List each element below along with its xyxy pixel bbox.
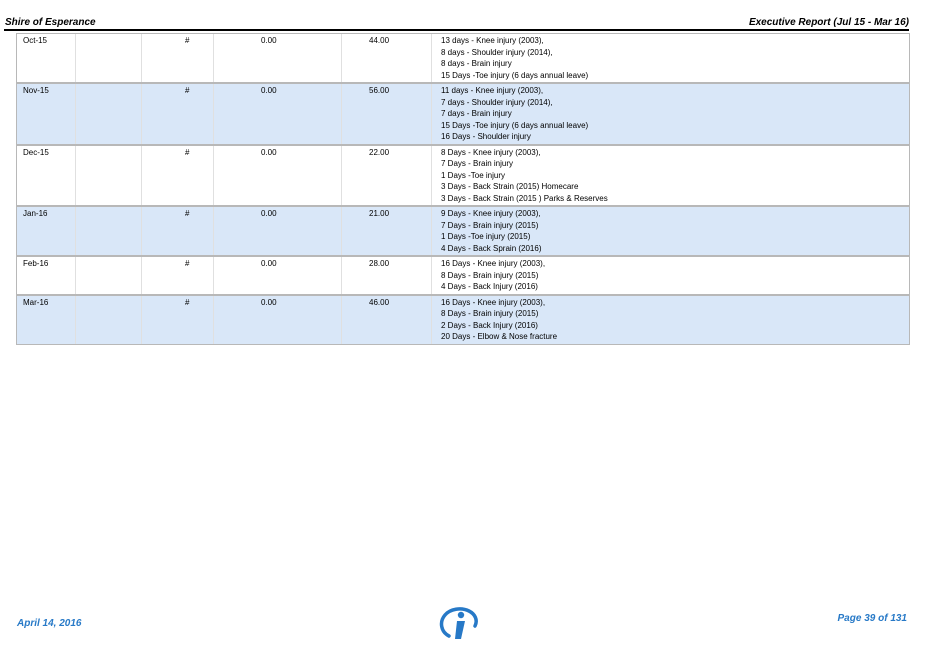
note-line: 4 Days - Back Injury (2016) bbox=[441, 282, 538, 291]
note-line: 8 Days - Brain injury (2015) bbox=[441, 270, 539, 280]
column-divider bbox=[75, 207, 76, 255]
report-title: Executive Report (Jul 15 - Mar 16) bbox=[748, 17, 909, 28]
column-divider bbox=[341, 84, 342, 144]
column-divider bbox=[213, 296, 214, 344]
note-line: 7 Days - Brain injury (2015) bbox=[441, 220, 539, 230]
notes-cell bbox=[441, 296, 909, 344]
table-row bbox=[17, 256, 909, 295]
note-line: 15 Days -Toe injury (6 days annual leave) bbox=[441, 70, 589, 80]
value2-cell: 56.00 bbox=[369, 86, 390, 95]
note-line: 2 Days - Back Injury (2016) bbox=[441, 320, 538, 330]
note-line: 7 Days - Brain injury bbox=[441, 159, 514, 168]
month-cell: Dec-15 bbox=[23, 147, 49, 157]
column-divider bbox=[213, 207, 214, 255]
column-divider bbox=[341, 296, 342, 344]
table-row bbox=[17, 83, 909, 145]
hash-cell: # bbox=[185, 209, 190, 218]
column-divider bbox=[341, 257, 342, 294]
absence-table bbox=[16, 33, 910, 345]
column-divider bbox=[213, 257, 214, 294]
column-divider bbox=[75, 146, 76, 206]
month-cell: Jan-16 bbox=[23, 209, 48, 218]
column-divider bbox=[141, 257, 142, 294]
note-line: 1 Days -Toe injury (2015) bbox=[441, 232, 531, 241]
value1-cell: 0.00 bbox=[261, 209, 277, 218]
hash-cell: # bbox=[185, 36, 190, 45]
notes-cell bbox=[441, 207, 909, 255]
note-line: 1 Days -Toe injury bbox=[441, 170, 506, 180]
column-divider bbox=[213, 34, 214, 82]
note-line: 15 Days -Toe injury (6 days annual leave) bbox=[441, 120, 589, 130]
month-cell: Oct-15 bbox=[23, 36, 48, 45]
column-divider bbox=[431, 207, 432, 255]
column-divider bbox=[213, 146, 214, 206]
info-i-logo-icon bbox=[439, 606, 479, 640]
value2-cell: 21.00 bbox=[369, 209, 390, 218]
notes-cell bbox=[441, 84, 909, 144]
column-divider bbox=[341, 146, 342, 206]
column-divider bbox=[141, 34, 142, 82]
note-line: 7 days - Shoulder injury (2014), bbox=[441, 97, 553, 107]
note-line: 16 Days - Knee injury (2003), bbox=[441, 259, 546, 268]
note-line: 13 days - Knee injury (2003), bbox=[441, 36, 544, 45]
note-line: 4 Days - Back Sprain (2016) bbox=[441, 243, 542, 253]
column-divider bbox=[141, 207, 142, 255]
value2-cell: 22.00 bbox=[369, 147, 390, 157]
column-divider bbox=[431, 146, 432, 206]
organisation-name: Shire of Esperance bbox=[5, 17, 96, 28]
value1-cell: 0.00 bbox=[261, 86, 277, 95]
column-divider bbox=[341, 34, 342, 82]
notes-cell bbox=[441, 34, 909, 82]
month-cell: Feb-16 bbox=[23, 259, 49, 268]
note-line: 20 Days - Elbow & Nose fracture bbox=[441, 332, 558, 341]
note-line: 9 Days - Knee injury (2003), bbox=[441, 209, 541, 218]
note-line: 3 Days - Back Strain (2015) Homecare bbox=[441, 182, 579, 191]
column-divider bbox=[141, 84, 142, 144]
table-row bbox=[17, 34, 909, 83]
column-divider bbox=[75, 296, 76, 344]
column-divider bbox=[75, 34, 76, 82]
value1-cell: 0.00 bbox=[261, 297, 277, 307]
column-divider bbox=[213, 84, 214, 144]
header-rule bbox=[4, 29, 909, 31]
column-divider bbox=[431, 34, 432, 82]
column-divider bbox=[141, 146, 142, 206]
value2-cell: 28.00 bbox=[369, 259, 390, 268]
note-line: 3 Days - Back Strain (2015 ) Parks & Reserves bbox=[441, 193, 608, 203]
hash-cell: # bbox=[185, 297, 190, 307]
column-divider bbox=[75, 257, 76, 294]
note-line: 16 Days - Shoulder injury bbox=[441, 132, 531, 141]
month-cell: Nov-15 bbox=[23, 86, 49, 95]
value1-cell: 0.00 bbox=[261, 36, 277, 45]
column-divider bbox=[341, 207, 342, 255]
value2-cell: 46.00 bbox=[369, 297, 390, 307]
note-line: 8 Days - Brain injury (2015) bbox=[441, 309, 539, 318]
footer-date: April 14, 2016 bbox=[17, 618, 82, 629]
hash-cell: # bbox=[185, 147, 190, 157]
value2-cell: 44.00 bbox=[369, 36, 390, 45]
column-divider bbox=[431, 257, 432, 294]
note-line: 7 days - Brain injury bbox=[441, 109, 512, 118]
note-line: 8 days - Shoulder injury (2014), bbox=[441, 47, 553, 57]
note-line: 8 Days - Knee injury (2003), bbox=[441, 147, 541, 157]
table-row bbox=[17, 295, 909, 345]
value1-cell: 0.00 bbox=[261, 147, 277, 157]
note-line: 8 days - Brain injury bbox=[441, 59, 512, 68]
hash-cell: # bbox=[185, 259, 190, 268]
notes-cell bbox=[441, 146, 909, 206]
table-row bbox=[17, 206, 909, 256]
column-divider bbox=[141, 296, 142, 344]
hash-cell: # bbox=[185, 86, 190, 95]
page-number: Page 39 of 131 bbox=[837, 613, 907, 624]
value1-cell: 0.00 bbox=[261, 259, 277, 268]
table-row bbox=[17, 145, 909, 207]
note-line: 11 days - Knee injury (2003), bbox=[441, 86, 544, 95]
column-divider bbox=[75, 84, 76, 144]
column-divider bbox=[431, 296, 432, 344]
notes-cell bbox=[441, 257, 909, 294]
month-cell: Mar-16 bbox=[23, 297, 49, 307]
note-line: 16 Days - Knee injury (2003), bbox=[441, 297, 546, 307]
column-divider bbox=[431, 84, 432, 144]
